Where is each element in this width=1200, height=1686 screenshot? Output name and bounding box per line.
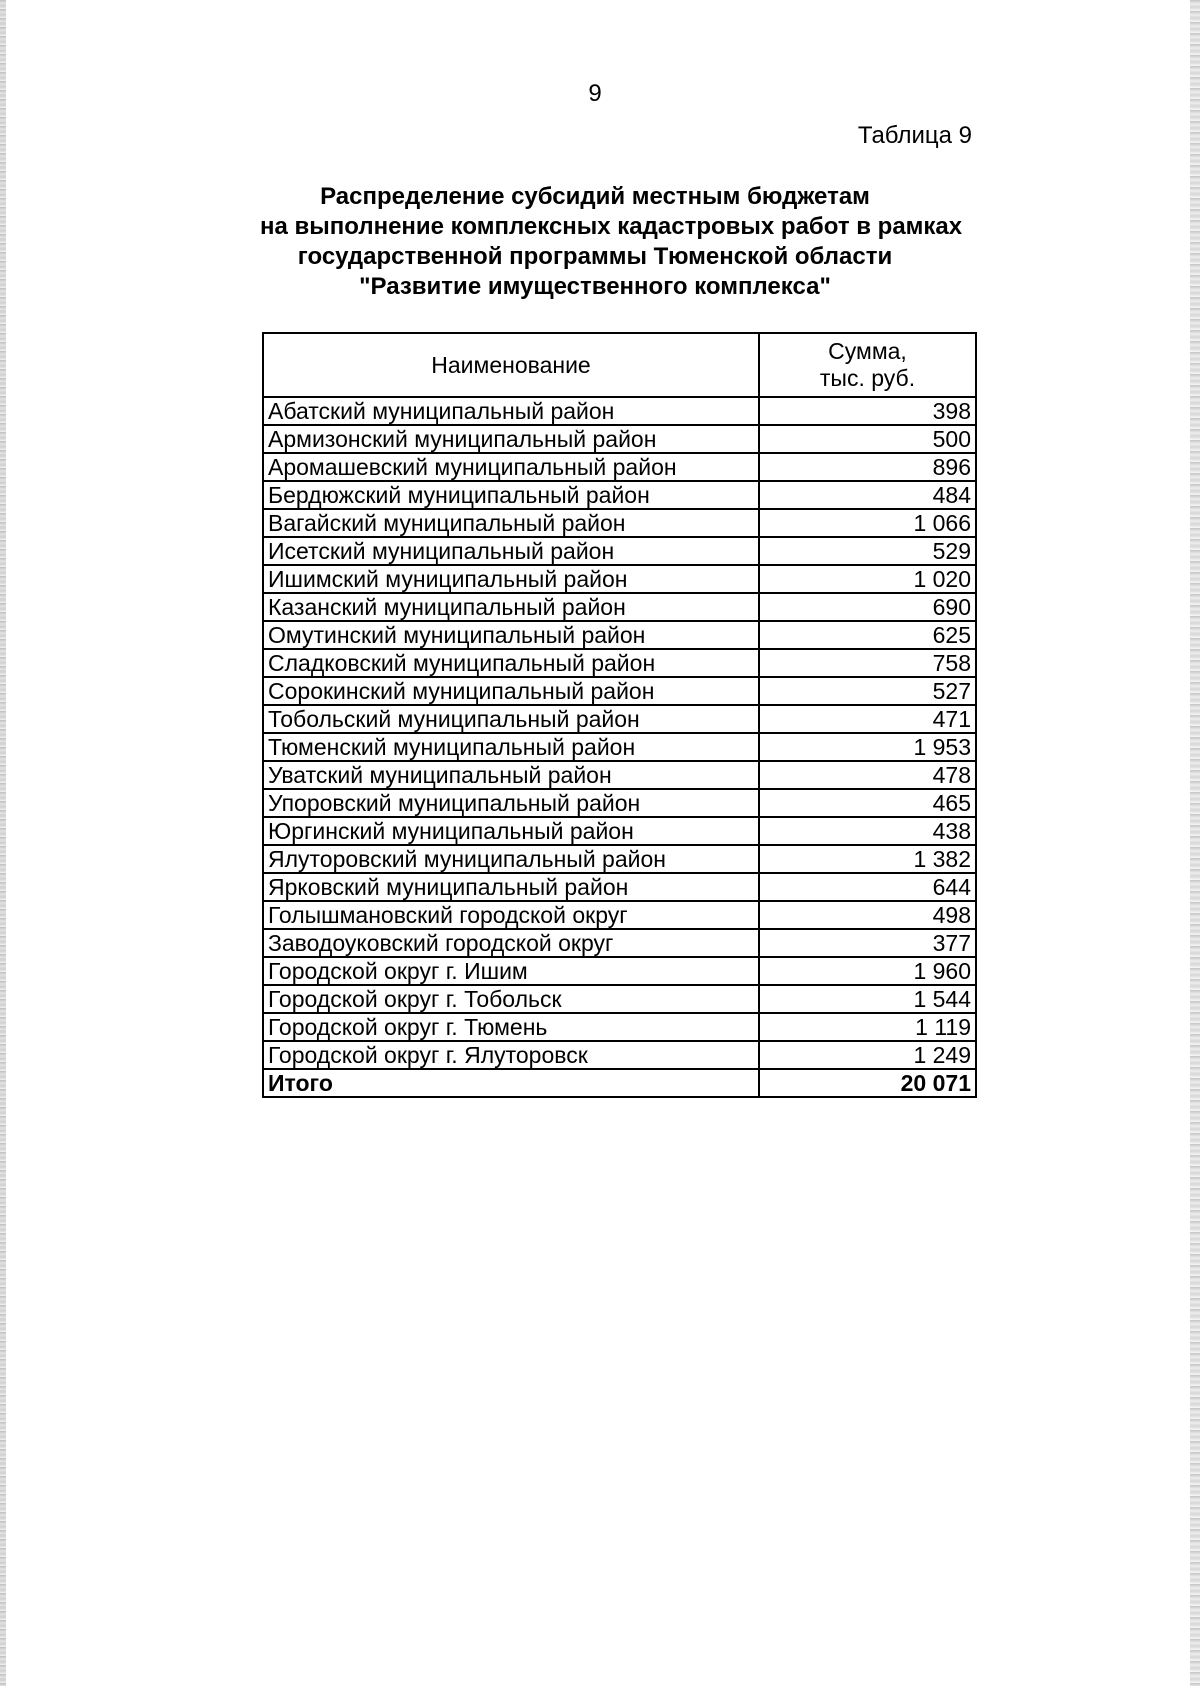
row-sum: 398	[759, 397, 976, 425]
table-row	[263, 593, 976, 621]
table-row	[263, 761, 976, 789]
table-row	[263, 425, 976, 453]
total-sum: 20 071	[759, 1069, 976, 1097]
title-line: "Развитие имущественного комплекса"	[359, 273, 831, 300]
row-name: Аромашевский муниципальный район	[263, 453, 759, 481]
header-sum-unit: тыс. руб.	[819, 365, 916, 391]
document-title	[260, 182, 963, 302]
row-sum: 529	[759, 537, 976, 565]
table-row	[263, 873, 976, 901]
scan-edge-right	[1190, 0, 1200, 1686]
row-name: Бердюжский муниципальный район	[263, 481, 759, 509]
row-sum: 484	[759, 481, 976, 509]
total-label: Итого	[263, 1069, 759, 1097]
title-line: Распределение субсидий местным бюджетам	[320, 183, 870, 210]
row-sum: 1 249	[759, 1041, 976, 1069]
page-number: 9	[588, 80, 602, 107]
row-name: Ярковский муниципальный район	[263, 873, 759, 901]
table-row	[263, 845, 976, 873]
row-sum: 478	[759, 761, 976, 789]
row-sum: 625	[759, 621, 976, 649]
row-sum: 1 953	[759, 733, 976, 761]
row-sum: 1 066	[759, 509, 976, 537]
row-sum: 465	[759, 789, 976, 817]
row-sum: 1 382	[759, 845, 976, 873]
row-name: Городской округ г. Тюмень	[263, 1013, 759, 1041]
row-sum: 1 544	[759, 985, 976, 1013]
row-name: Заводоуковский городской округ	[263, 929, 759, 957]
table-row	[263, 509, 976, 537]
row-name: Омутинский муниципальный район	[263, 621, 759, 649]
table-row	[263, 1013, 976, 1041]
table-row	[263, 817, 976, 845]
row-name: Тобольский муниципальный район	[263, 705, 759, 733]
table-row	[263, 453, 976, 481]
title-line: на выполнение комплексных кадастровых работ в рамках	[260, 213, 963, 240]
row-sum: 498	[759, 901, 976, 929]
table-row	[263, 929, 976, 957]
row-name: Упоровский муниципальный район	[263, 789, 759, 817]
row-sum: 690	[759, 593, 976, 621]
row-sum: 471	[759, 705, 976, 733]
scan-edge-left	[0, 0, 6, 1686]
total-row	[263, 1069, 976, 1097]
row-name: Сорокинский муниципальный район	[263, 677, 759, 705]
subsidies-table	[262, 332, 977, 1098]
table-row	[263, 789, 976, 817]
row-name: Вагайский муниципальный район	[263, 509, 759, 537]
table-row	[263, 621, 976, 649]
table-row	[263, 397, 976, 425]
table-row	[263, 901, 976, 929]
row-sum: 500	[759, 425, 976, 453]
table-label: Таблица 9	[857, 122, 972, 149]
row-name: Казанский муниципальный район	[263, 593, 759, 621]
row-sum: 758	[759, 649, 976, 677]
row-name: Сладковский муниципальный район	[263, 649, 759, 677]
row-name: Исетский муниципальный район	[263, 537, 759, 565]
table-row	[263, 985, 976, 1013]
row-name: Голышмановский городской округ	[263, 901, 759, 929]
row-sum: 438	[759, 817, 976, 845]
row-name: Городской округ г. Ялуторовск	[263, 1041, 759, 1069]
header-name: Наименование	[263, 333, 759, 397]
table-row	[263, 481, 976, 509]
table-row	[263, 565, 976, 593]
row-sum: 527	[759, 677, 976, 705]
row-name: Городской округ г. Тобольск	[263, 985, 759, 1013]
row-sum: 896	[759, 453, 976, 481]
row-name: Ишимский муниципальный район	[263, 565, 759, 593]
header-sum-line: Сумма,	[828, 338, 907, 364]
table-header-row	[263, 333, 976, 397]
row-name: Юргинский муниципальный район	[263, 817, 759, 845]
title-line: государственной программы Тюменской области	[297, 243, 893, 270]
row-sum: 1 119	[759, 1013, 976, 1041]
row-name: Городской округ г. Ишим	[263, 957, 759, 985]
row-name: Армизонский муниципальный район	[263, 425, 759, 453]
row-name: Абатский муниципальный район	[263, 397, 759, 425]
table-row	[263, 1041, 976, 1069]
table-row	[263, 537, 976, 565]
row-name: Уватский муниципальный район	[263, 761, 759, 789]
table-row	[263, 957, 976, 985]
header-sum	[759, 333, 976, 397]
table-row	[263, 649, 976, 677]
table-row	[263, 705, 976, 733]
table-row	[263, 677, 976, 705]
row-sum: 1 960	[759, 957, 976, 985]
row-sum: 377	[759, 929, 976, 957]
row-sum: 644	[759, 873, 976, 901]
table-row	[263, 733, 976, 761]
table-body	[263, 397, 976, 1069]
row-name: Ялуторовский муниципальный район	[263, 845, 759, 873]
row-name: Тюменский муниципальный район	[263, 733, 759, 761]
row-sum: 1 020	[759, 565, 976, 593]
